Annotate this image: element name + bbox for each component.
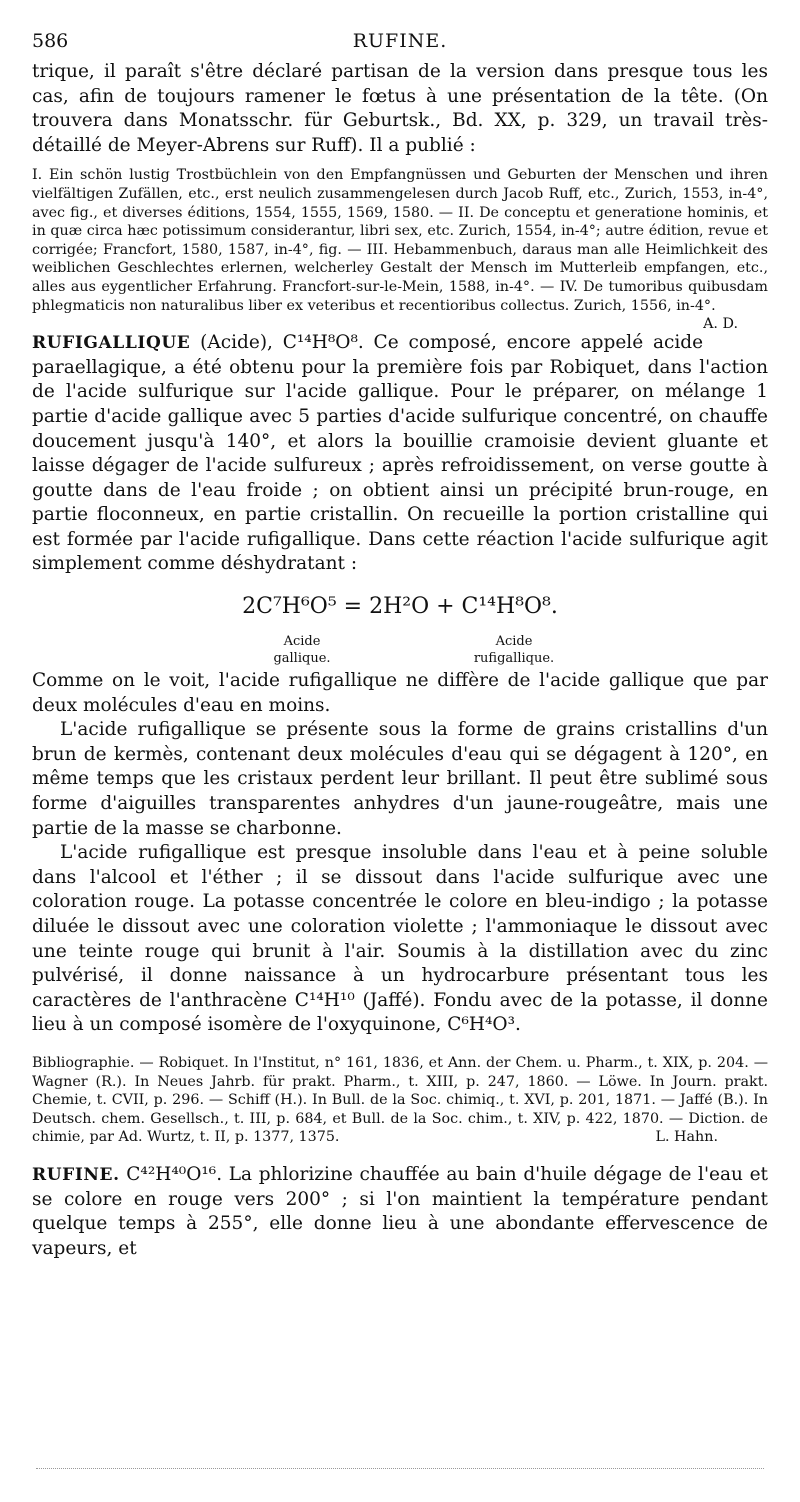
ruff-works-list: [32, 166, 768, 333]
rufine-text: C⁴²H⁴⁰O¹⁶. La phlorizine chauffée au bain d'huile dégage de l'eau et se colore en rouge vers 200° ; si l'on maintient la température pendant quelque temps à 255°, elle donne lieu à une abondante effervescence de vapeurs, et: [32, 1163, 768, 1259]
formula-label-rufigallic: Acide rufigallique.: [473, 634, 555, 667]
rufigallique-bibliography: [32, 1054, 768, 1147]
reaction-formula: 2C⁷H⁶O⁵ = 2H²O + C¹⁴H⁸O⁸.: [242, 594, 558, 620]
rufine-headword: RUFINE.: [32, 1164, 120, 1185]
rufine-paragraph: [32, 1163, 768, 1261]
running-title: RUFINE.: [352, 30, 448, 52]
page-number: 586: [32, 30, 69, 52]
footer-dotted-rule: [36, 1468, 764, 1469]
ruff-signature: A. D.: [703, 316, 738, 333]
bibliography-text: Bibliographie. — Robiquet. In l'Institut, n° 161, 1836, et Ann. der Chem. u. Pharm., t. XIX, p. 204. — Wagner (R.). In Neues Jahrb. für prakt. Pharm., t. XIII, p. 247, 1860. — Löwe. In Journ. prakt. Chemie, t. CVII, p. 296. — Schiff (H.). In Bull. de la Soc. chimiq., t. XVI, p. 201, 1871. — Jaffé (B.). In Deutsch. chem. Gesellsch., t. III, p. 684, et Bull. de la Soc. chim., t. XIV, p. 422, 1870. — Diction. de chimie, par Ad. Wurtz, t. II, p. 1377, 1375.: [32, 1054, 768, 1146]
rufigallique-headword: RUFIGALLIQUE: [32, 333, 191, 354]
rufigallique-paragraph-2: Comme on le voit, l'acide rufigallique ne diffère de l'acide gallique que par deux molécules d'eau en moins.: [32, 670, 768, 716]
ruff-works-text: I. Ein schön lustig Trostbüchlein von den Empfangnüssen und Geburten der Menschen und ihren vielfältigen Zufällen, etc., erst neulich zusammengelesen durch Jacob Ruff, etc., Zurich, 1553, in-4°, avec fig., et diverses éditions, 1554, 1555, 1569, 1580. — II. De conceptu et generatione hominis, et in quæ circa hæc potissimum considerantur, libri sex, etc. Zurich, 1554, in-4°; autre édition, revue et corrigée; Francfort, 1580, 1587, in-4°, fig. — III. Hebammenbuch, daraus man alle Heimlichkeit des weiblichen Geschlechtes erlernen, welcherley Gestalt der Mensch im Mutterleib empfangen, etc., alles aus eygentlicher Erfahrung. Francfort-sur-le-Mein, 1588, in-4°. — IV. De tumoribus quibusdam phlegmaticis non naturalibus liber ex veteribus et recentioribus collectus. Zurich, 1556, in-4°.: [32, 167, 768, 314]
entry-rufigallique: [32, 331, 768, 1147]
entry-rufine: [32, 1163, 768, 1261]
rufigallique-intro: [32, 331, 768, 577]
rufigallique-intro-text: (Acide), C¹⁴H⁸O⁸. Ce composé, encore appelé acide paraellagique, a été obtenu pour la première fois par Robiquet, dans l'action de l'acide sulfurique sur l'acide gallique. Pour le préparer, on mélange 1 partie d'acide gallique avec 5 parties d'acide sulfurique concentré, on chauffe doucement jusqu'à 140°, et alors la bouillie cramoisie devient gluante et laisse dégager de l'acide sulfureux ; après refroidissement, on verse goutte à goutte dans de l'eau froide ; on obtient ainsi un précipité brun-rouge, en partie floconneux, en partie cristallin. On recueille la portion cristalline qui est formée par l'acide rufigallique. Dans cette réaction l'acide sulfurique agit simplement comme déshydratant :: [32, 332, 768, 575]
rufigallique-signature: L. Hahn.: [655, 1129, 718, 1146]
rufigallique-paragraph-3: L'acide rufigallique se présente sous la forme de grains cristallins d'un brun de kermès, contenant deux molécules d'eau qui se dégagent à 120°, en même temps que les cristaux perdent leur brillant. Il peut être sublimé sous forme d'aiguilles transparentes anhydres d'un jaune-rougeâtre, mais une partie de la masse se charbonne.: [32, 719, 768, 839]
formula-labels: [32, 633, 768, 669]
rufigallique-paragraph-4: L'acide rufigallique est presque insoluble dans l'eau et à peine soluble dans l'alcool et l'éther ; il se dissout dans l'acide sulfurique avec une coloration rouge. La potasse concentrée le colore en bleu-indigo ; la potasse diluée le dissout avec une coloration violette ; l'ammoniaque le dissout avec une teinte rouge qui brunit à l'air. Soumis à la distillation avec du zinc pulvérisé, il donne naissance à un hydrocarbure présentant tous les caractères de l'anthracène C¹⁴H¹⁰ (Jaffé). Fondu avec de la potasse, il donne lieu à un composé isomère de l'oxyquinone, C⁶H⁴O³.: [32, 842, 768, 1036]
page-header: [32, 30, 768, 56]
formula-label-gallic: Acide gallique.: [273, 634, 331, 667]
ruff-paragraph: trique, il paraît s'être déclaré partisan de la version dans presque tous les cas, afin de toujours ramener le fœtus à une présentation de la tête. (On trouvera dans Monatsschr. für Geburtsk., Bd. XX, p. 329, un travail très-détaillé de Meyer-Abrens sur Ruff). Il a publié :: [32, 61, 768, 156]
page-body: [32, 60, 768, 1261]
